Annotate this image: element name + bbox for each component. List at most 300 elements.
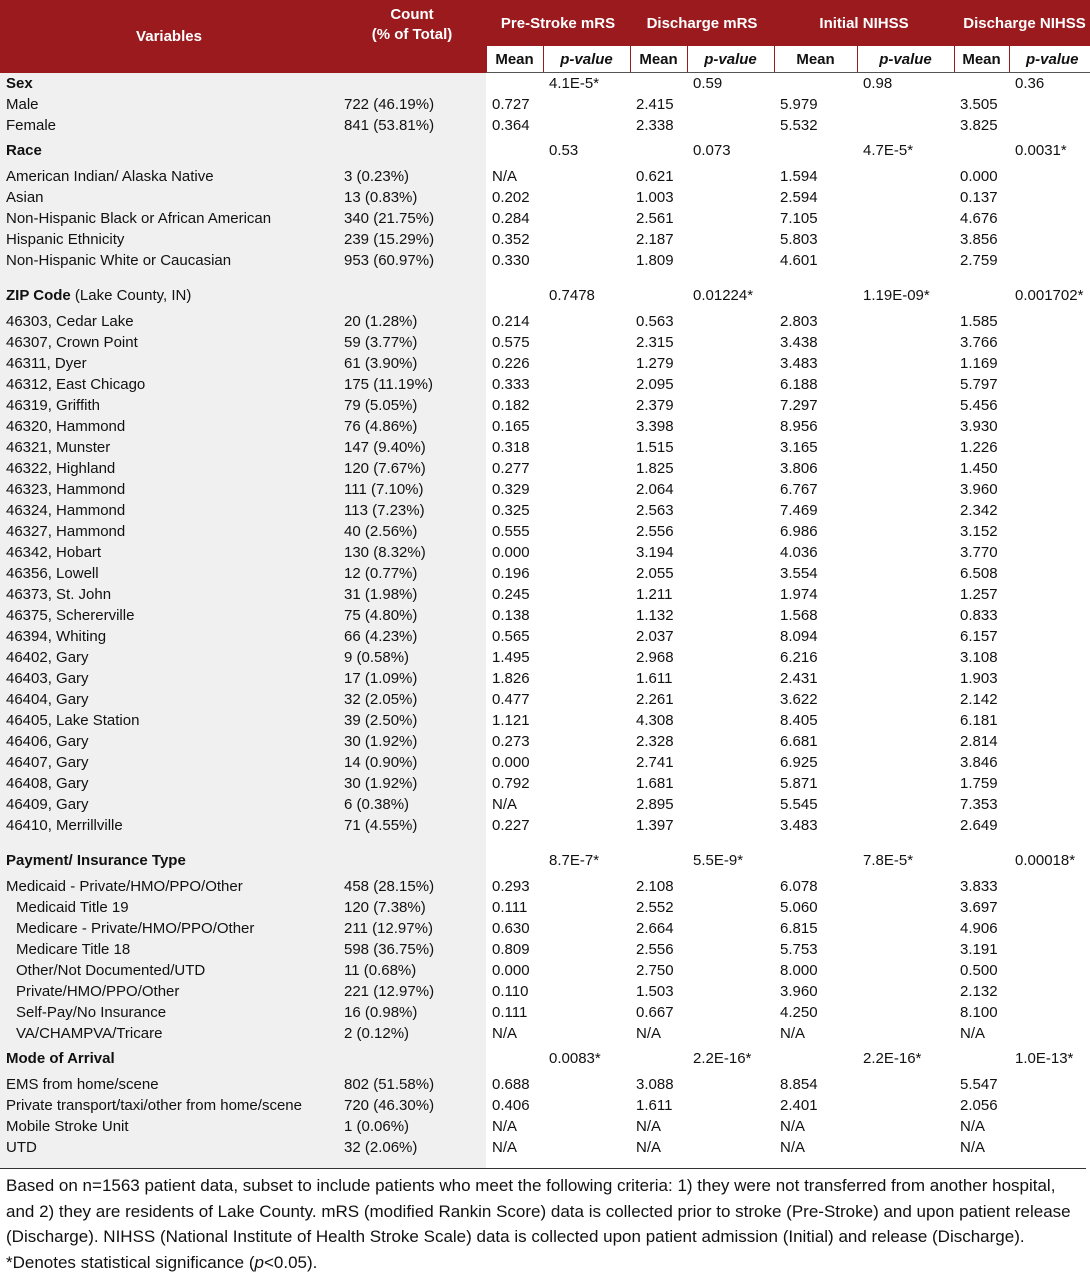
- pvalue-cell: [1009, 710, 1090, 731]
- spacer-row: [0, 836, 1090, 846]
- pvalue-cell: [687, 815, 774, 836]
- pvalue-cell: [687, 647, 774, 668]
- mean-cell: 3.194: [636, 544, 674, 561]
- table-row: [0, 94, 1090, 115]
- mean-cell: 0.325: [492, 502, 530, 519]
- table-row: [0, 960, 1090, 981]
- spacer-cell: [857, 1158, 954, 1168]
- mean-cell: 2.594: [780, 189, 818, 206]
- pvalue-cell: [543, 1074, 630, 1095]
- count-cell: [338, 281, 486, 311]
- pvalue-cell: [1009, 521, 1090, 542]
- row-label: 46323, Hammond: [0, 479, 338, 500]
- pvalue-cell: [543, 960, 630, 981]
- mean-cell: 0.555: [492, 523, 530, 540]
- mean-cell: 3.622: [780, 691, 818, 708]
- mean-cell: [486, 73, 543, 95]
- table-row: [0, 1002, 1090, 1023]
- count-cell: 6 (0.38%): [338, 794, 486, 815]
- section-title: [0, 1044, 338, 1074]
- pvalue-cell: 0.0083*: [549, 1050, 601, 1067]
- mean-cell: 2.968: [636, 649, 674, 666]
- mean-cell: 1.450: [960, 460, 998, 477]
- mean-cell: 0.318: [492, 439, 530, 456]
- table-row: [0, 416, 1090, 437]
- pvalue-cell: [687, 479, 774, 500]
- pvalue-cell: 0.36: [1015, 75, 1045, 92]
- table-row: [0, 521, 1090, 542]
- mean-cell: 2.338: [636, 117, 674, 134]
- pvalue-cell: [857, 1137, 954, 1158]
- count-cell: 32 (2.05%): [338, 689, 486, 710]
- pvalue-cell: [1009, 229, 1090, 250]
- pvalue-cell: [857, 981, 954, 1002]
- table-row: [0, 1074, 1090, 1095]
- mean-cell: 5.803: [780, 231, 818, 248]
- count-cell: 71 (4.55%): [338, 815, 486, 836]
- mean-cell: 0.111: [492, 1004, 528, 1021]
- pvalue-cell: [1009, 416, 1090, 437]
- spacer-cell: [543, 1158, 630, 1168]
- mean-cell: 1.974: [780, 586, 818, 603]
- pvalue-cell: [857, 500, 954, 521]
- row-label: 46342, Hobart: [0, 542, 338, 563]
- pvalue-cell: [543, 1023, 630, 1044]
- section-title-text: ZIP Code: [6, 287, 71, 304]
- count-cell: 2 (0.12%): [338, 1023, 486, 1044]
- table-row: [0, 187, 1090, 208]
- pvalue-cell: [687, 208, 774, 229]
- section-header-row: [0, 136, 1090, 166]
- row-label: Asian: [0, 187, 338, 208]
- subheader-mean: Mean: [954, 46, 1009, 73]
- mean-cell: 6.188: [780, 376, 818, 393]
- table-row: [0, 647, 1090, 668]
- pvalue-cell: [857, 1023, 954, 1044]
- mean-cell: 0.000: [492, 962, 530, 979]
- row-label: Private/HMO/PPO/Other: [0, 981, 338, 1002]
- mean-cell: 0.809: [492, 941, 530, 958]
- pvalue-cell: [687, 416, 774, 437]
- mean-cell: 1.611: [636, 670, 673, 687]
- table-row: [0, 876, 1090, 897]
- spacer-cell: [1009, 1158, 1090, 1168]
- count-cell: 61 (3.90%): [338, 353, 486, 374]
- pvalue-cell: [543, 794, 630, 815]
- count-cell: 130 (8.32%): [338, 542, 486, 563]
- pvalue-cell: [1009, 815, 1090, 836]
- mean-cell: 2.649: [960, 817, 998, 834]
- count-cell: 11 (0.68%): [338, 960, 486, 981]
- subheader-pvalue: p-value: [543, 46, 630, 73]
- mean-cell: 2.132: [960, 983, 998, 1000]
- row-label: 46373, St. John: [0, 584, 338, 605]
- mean-cell: 0.227: [492, 817, 530, 834]
- pvalue-cell: [687, 250, 774, 271]
- mean-cell: 0.277: [492, 460, 530, 477]
- row-label: 46320, Hammond: [0, 416, 338, 437]
- pvalue-cell: [857, 1002, 954, 1023]
- pvalue-cell: [1009, 918, 1090, 939]
- pvalue-cell: [1009, 374, 1090, 395]
- pvalue-cell: [857, 752, 954, 773]
- mean-cell: [630, 281, 687, 311]
- count-cell: 147 (9.40%): [338, 437, 486, 458]
- pvalue-cell: [687, 794, 774, 815]
- row-label: Male: [0, 94, 338, 115]
- pvalue-cell: [687, 752, 774, 773]
- mean-cell: 2.328: [636, 733, 674, 750]
- mean-cell: 1.003: [636, 189, 674, 206]
- mean-cell: 1.121: [492, 712, 530, 729]
- table-row: [0, 794, 1090, 815]
- pvalue-cell: [543, 815, 630, 836]
- pvalue-cell: [543, 689, 630, 710]
- section-title-text: Mode of Arrival: [6, 1050, 115, 1067]
- pvalue-cell: [1009, 500, 1090, 521]
- count-cell: 30 (1.92%): [338, 773, 486, 794]
- pvalue-cell: [687, 1116, 774, 1137]
- spacer-cell: [857, 836, 954, 846]
- table-row: [0, 500, 1090, 521]
- mean-cell: 6.925: [780, 754, 818, 771]
- pvalue-cell: [687, 458, 774, 479]
- pvalue-cell: 0.00018*: [1015, 852, 1076, 869]
- mean-cell: 0.352: [492, 231, 530, 248]
- row-label: Medicare - Private/HMO/PPO/Other: [0, 918, 338, 939]
- section-title-extra: (Lake County, IN): [70, 287, 192, 304]
- pvalue-cell: 0.001702*: [1015, 287, 1084, 304]
- pvalue-cell: [857, 876, 954, 897]
- mean-cell: 1.226: [960, 439, 998, 456]
- header-prestroke-mrs: Pre-Stroke mRS: [486, 0, 630, 46]
- mean-cell: 2.142: [960, 691, 998, 708]
- count-cell: 239 (15.29%): [338, 229, 486, 250]
- section-header-row: [0, 73, 1090, 95]
- spacer-cell: [774, 1158, 857, 1168]
- pvalue-cell: [857, 187, 954, 208]
- mean-cell: N/A: [492, 1118, 518, 1135]
- pvalue-cell: 8.7E-7*: [549, 852, 600, 869]
- pvalue-cell: [687, 1023, 774, 1044]
- mean-cell: 1.211: [636, 586, 673, 603]
- pvalue-cell: [543, 752, 630, 773]
- row-label: Medicaid - Private/HMO/PPO/Other: [0, 876, 338, 897]
- mean-cell: [630, 846, 687, 876]
- pvalue-cell: [857, 353, 954, 374]
- pvalue-cell: [1009, 1002, 1090, 1023]
- mean-cell: 0.500: [960, 962, 998, 979]
- pvalue-cell: [857, 1095, 954, 1116]
- mean-cell: 8.000: [780, 962, 818, 979]
- row-label: Female: [0, 115, 338, 136]
- pvalue-cell: [1009, 668, 1090, 689]
- row-label: 46356, Lowell: [0, 563, 338, 584]
- count-cell: 12 (0.77%): [338, 563, 486, 584]
- row-label: Hispanic Ethnicity: [0, 229, 338, 250]
- row-label: Other/Not Documented/UTD: [0, 960, 338, 981]
- pvalue-cell: [857, 250, 954, 271]
- row-label: Self-Pay/No Insurance: [0, 1002, 338, 1023]
- mean-cell: 3.398: [636, 418, 674, 435]
- pvalue-cell: [543, 353, 630, 374]
- pvalue-cell: [857, 94, 954, 115]
- pvalue-cell: [543, 311, 630, 332]
- pvalue-cell: [543, 584, 630, 605]
- row-label: 46402, Gary: [0, 647, 338, 668]
- mean-cell: 1.515: [636, 439, 674, 456]
- mean-cell: 3.833: [960, 878, 998, 895]
- pvalue-cell: [1009, 731, 1090, 752]
- spacer-cell: [687, 836, 774, 846]
- mean-cell: [774, 136, 857, 166]
- mean-cell: 2.556: [636, 941, 674, 958]
- table-row: [0, 437, 1090, 458]
- pvalue-cell: 0.98: [863, 75, 893, 92]
- mean-cell: 2.379: [636, 397, 674, 414]
- pvalue-cell: [543, 773, 630, 794]
- pvalue-cell: [1009, 626, 1090, 647]
- pvalue-cell: [857, 939, 954, 960]
- table-body: [0, 73, 1090, 1169]
- mean-cell: 2.064: [636, 481, 674, 498]
- mean-cell: 7.353: [960, 796, 998, 813]
- mean-cell: [954, 136, 1009, 166]
- mean-cell: 1.279: [636, 355, 674, 372]
- pvalue-cell: 1.19E-09*: [863, 287, 930, 304]
- row-label: Non-Hispanic White or Caucasian: [0, 250, 338, 271]
- pvalue-cell: [857, 521, 954, 542]
- mean-cell: 7.105: [780, 210, 818, 227]
- pvalue-cell: [1009, 563, 1090, 584]
- pvalue-cell: [1009, 311, 1090, 332]
- pvalue-cell: [543, 731, 630, 752]
- mean-cell: 1.585: [960, 313, 998, 330]
- pvalue-cell: [687, 626, 774, 647]
- mean-cell: 3.165: [780, 439, 818, 456]
- row-label: VA/CHAMPVA/Tricare: [0, 1023, 338, 1044]
- pvalue-cell: [1009, 939, 1090, 960]
- mean-cell: 2.415: [636, 96, 674, 113]
- count-cell: 20 (1.28%): [338, 311, 486, 332]
- pvalue-cell: [687, 1074, 774, 1095]
- mean-cell: 5.797: [960, 376, 998, 393]
- mean-cell: 8.100: [960, 1004, 998, 1021]
- pvalue-cell: [857, 563, 954, 584]
- table-row: [0, 115, 1090, 136]
- pvalue-cell: [1009, 876, 1090, 897]
- mean-cell: 8.956: [780, 418, 818, 435]
- row-label: 46375, Schererville: [0, 605, 338, 626]
- count-cell: 340 (21.75%): [338, 208, 486, 229]
- mean-cell: 0.226: [492, 355, 530, 372]
- mean-cell: 2.056: [960, 1097, 998, 1114]
- table-row: [0, 981, 1090, 1002]
- row-label: 46408, Gary: [0, 773, 338, 794]
- pvalue-cell: [1009, 332, 1090, 353]
- row-label: 46319, Griffith: [0, 395, 338, 416]
- spacer-cell: [338, 271, 486, 281]
- mean-cell: [954, 73, 1009, 95]
- count-cell: 79 (5.05%): [338, 395, 486, 416]
- mean-cell: 0.630: [492, 920, 530, 937]
- mean-cell: 1.257: [960, 586, 998, 603]
- pvalue-cell: 5.5E-9*: [693, 852, 744, 869]
- table-row: [0, 939, 1090, 960]
- mean-cell: 2.556: [636, 523, 674, 540]
- section-title: [0, 73, 338, 95]
- mean-cell: N/A: [960, 1139, 986, 1156]
- mean-cell: 3.483: [780, 817, 818, 834]
- table-row: [0, 542, 1090, 563]
- pvalue-cell: [543, 94, 630, 115]
- mean-cell: 3.770: [960, 544, 998, 561]
- row-label: 46312, East Chicago: [0, 374, 338, 395]
- table-row: [0, 332, 1090, 353]
- mean-cell: N/A: [780, 1118, 806, 1135]
- count-cell: 598 (36.75%): [338, 939, 486, 960]
- spacer-row: [0, 1158, 1090, 1168]
- pvalue-cell: [687, 115, 774, 136]
- mean-cell: 0.138: [492, 607, 530, 624]
- pvalue-cell: [687, 1095, 774, 1116]
- mean-cell: [774, 73, 857, 95]
- pvalue-cell: [543, 395, 630, 416]
- mean-cell: [486, 136, 543, 166]
- mean-cell: 0.792: [492, 775, 530, 792]
- header-discharge-mrs: Discharge mRS: [630, 0, 774, 46]
- pvalue-cell: [543, 229, 630, 250]
- mean-cell: 5.532: [780, 117, 818, 134]
- pvalue-cell: [543, 626, 630, 647]
- spacer-cell: [338, 836, 486, 846]
- row-label: Medicaid Title 19: [0, 897, 338, 918]
- count-cell: 111 (7.10%): [338, 479, 486, 500]
- pvalue-cell: [1009, 752, 1090, 773]
- mean-cell: 6.681: [780, 733, 818, 750]
- pvalue-cell: [543, 918, 630, 939]
- mean-cell: 0.563: [636, 313, 674, 330]
- pvalue-cell: 0.073: [693, 142, 731, 159]
- mean-cell: 5.456: [960, 397, 998, 414]
- mean-cell: [774, 1044, 857, 1074]
- pvalue-cell: [687, 689, 774, 710]
- count-cell: 13 (0.83%): [338, 187, 486, 208]
- table-row: [0, 208, 1090, 229]
- mean-cell: N/A: [780, 1025, 806, 1042]
- mean-cell: 3.825: [960, 117, 998, 134]
- pvalue-cell: [543, 1116, 630, 1137]
- count-cell: 720 (46.30%): [338, 1095, 486, 1116]
- table-row: [0, 1137, 1090, 1158]
- table-row: [0, 166, 1090, 187]
- row-label: 46403, Gary: [0, 668, 338, 689]
- pvalue-cell: [1009, 437, 1090, 458]
- mean-cell: [774, 846, 857, 876]
- count-cell: 802 (51.58%): [338, 1074, 486, 1095]
- section-title-text: Sex: [6, 74, 33, 92]
- count-cell: 66 (4.23%): [338, 626, 486, 647]
- pvalue-cell: [687, 668, 774, 689]
- spacer-cell: [630, 271, 687, 281]
- pvalue-cell: [857, 311, 954, 332]
- mean-cell: 7.297: [780, 397, 818, 414]
- pvalue-cell: [687, 542, 774, 563]
- table-row: [0, 353, 1090, 374]
- mean-cell: 2.552: [636, 899, 674, 916]
- pvalue-cell: [1009, 115, 1090, 136]
- pvalue-cell: [857, 710, 954, 731]
- table-row: [0, 229, 1090, 250]
- mean-cell: 0.273: [492, 733, 530, 750]
- mean-cell: 4.036: [780, 544, 818, 561]
- pvalue-cell: [687, 939, 774, 960]
- pvalue-cell: [687, 395, 774, 416]
- row-label: Non-Hispanic Black or African American: [0, 208, 338, 229]
- spacer-cell: [0, 271, 338, 281]
- mean-cell: 6.508: [960, 565, 998, 582]
- subheader-pvalue: p-value: [857, 46, 954, 73]
- pvalue-cell: [543, 500, 630, 521]
- mean-cell: N/A: [492, 796, 518, 813]
- mean-cell: 3.766: [960, 334, 998, 351]
- count-cell: 75 (4.80%): [338, 605, 486, 626]
- pvalue-cell: [687, 353, 774, 374]
- spacer-cell: [1009, 836, 1090, 846]
- mean-cell: N/A: [780, 1139, 806, 1156]
- pvalue-cell: [687, 981, 774, 1002]
- table-row: [0, 479, 1090, 500]
- row-label: 46410, Merrillville: [0, 815, 338, 836]
- footnote-text: Based on n=1563 patient data, subset to include patients who meet the following criteria: 1) they were not transferred from another hospital, and 2) they are residents of Lake County. mRS (modified Rankin Score) data is collected prior to stroke (Pre-Stroke) and upon patient release (Discharge). NIHSS (National Institute of Health Stroke Scale) data is collected upon patient admission (Initial) and release (Discharge). *Denotes statistical significance (: [6, 1176, 1071, 1272]
- mean-cell: 5.979: [780, 96, 818, 113]
- mean-cell: 8.405: [780, 712, 818, 729]
- pvalue-cell: 2.2E-16*: [863, 1050, 922, 1067]
- pvalue-cell: [687, 1137, 774, 1158]
- count-cell: 1 (0.06%): [338, 1116, 486, 1137]
- pvalue-cell: [857, 815, 954, 836]
- mean-cell: [774, 281, 857, 311]
- header-initial-nihss: Initial NIHSS: [774, 0, 954, 46]
- spacer-row: [0, 271, 1090, 281]
- pvalue-cell: [543, 1002, 630, 1023]
- pvalue-cell: [687, 918, 774, 939]
- pvalue-cell: [857, 229, 954, 250]
- row-label: 46322, Highland: [0, 458, 338, 479]
- count-cell: [338, 1044, 486, 1074]
- mean-cell: 2.814: [960, 733, 998, 750]
- mean-cell: 0.364: [492, 117, 530, 134]
- count-cell: 175 (11.19%): [338, 374, 486, 395]
- mean-cell: 1.826: [492, 670, 530, 687]
- mean-cell: 6.767: [780, 481, 818, 498]
- mean-cell: 2.187: [636, 231, 674, 248]
- table-row: [0, 918, 1090, 939]
- pvalue-cell: [543, 458, 630, 479]
- spacer-cell: [543, 836, 630, 846]
- row-label: 46303, Cedar Lake: [0, 311, 338, 332]
- pvalue-cell: [857, 689, 954, 710]
- pvalue-cell: [1009, 605, 1090, 626]
- mean-cell: 2.108: [636, 878, 674, 895]
- pvalue-cell: [1009, 187, 1090, 208]
- mean-cell: 0.165: [492, 418, 530, 435]
- spacer-cell: [774, 271, 857, 281]
- footnote-text-end: <0.05).: [263, 1252, 318, 1272]
- table-row: [0, 1116, 1090, 1137]
- count-cell: 76 (4.86%): [338, 416, 486, 437]
- mean-cell: 2.431: [780, 670, 818, 687]
